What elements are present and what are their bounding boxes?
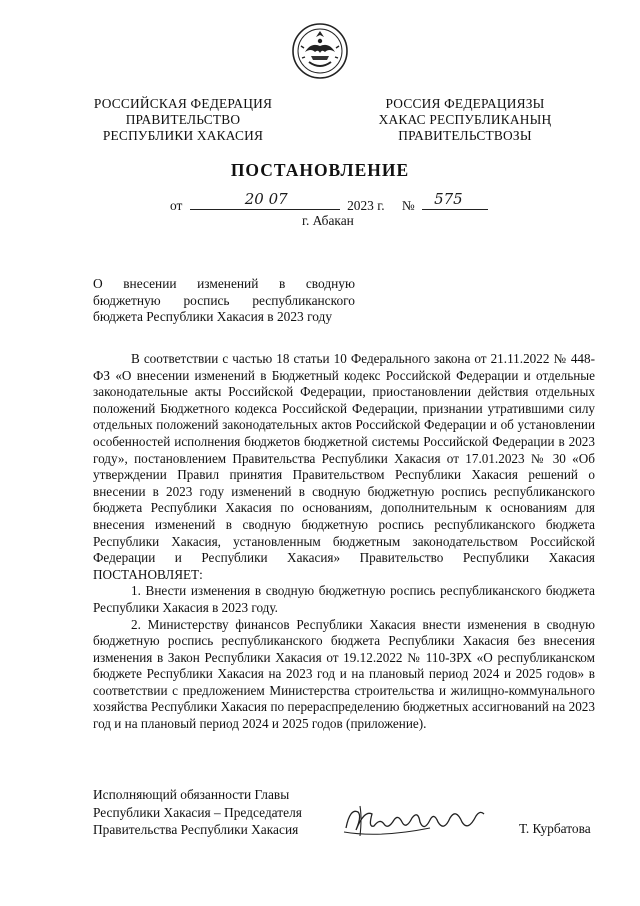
header-right-line-3: ПРАВИТЕЛЬСТВОЗЫ	[398, 128, 532, 143]
header-left	[88, 96, 278, 144]
header-right	[360, 96, 570, 144]
header-left-line-3: РЕСПУБЛИКИ ХАКАСИЯ	[102, 128, 264, 143]
date-prefix: от	[170, 198, 183, 213]
date-field	[190, 190, 340, 210]
header-left-line-2: ПРАВИТЕЛЬСТВО	[125, 112, 241, 127]
number-prefix: №	[401, 198, 415, 213]
header-left-line-1: РОССИЙСКАЯ ФЕДЕРАЦИЯ	[93, 96, 273, 111]
city: г. Абакан	[302, 213, 354, 228]
document-body	[93, 351, 595, 733]
preamble-paragraph: В соответствии с частью 18 статьи 10 Федерального закона от 21.11.2022 № 448-ФЗ «О внесении изменений в Бюджетный кодекс Российской Федерации и отдельные законодательные акты Российской Федерации, приостановлении действия отдельных положений Бюджетного кодекса Российской Федерации, признании утратившими силу отдельных положений законодательных актов Российской Федерации и об установлении особенностей исполнения бюджетов бюджетной системы Российской Федерации в 2023 году», постановлением Правительства Республики Хакасия от 17.01.2023 № 30 «Об утверждении Правил принятия Правительством Республики Хакасия решений о внесении в 2023 году изменений в сводную бюджетную роспись республиканского бюджета Республики Хакасия по основаниям, дополнительным к основаниям для внесения изменений в сводную бюджетную роспись республиканского бюджета Республики Хакасия, установленным бюджетным законодательством Российской Федерации и Республики Хакасия» Правительство Республики Хакасия ПОСТАНОВЛЯЕТ:	[93, 351, 595, 582]
signatory-position-line-2: Республики Хакасия – Председателя	[93, 804, 302, 820]
coat-of-arms-icon	[291, 22, 349, 80]
signatory-name: Т. Курбатова	[519, 821, 591, 836]
signatory-position-line-3: Правительства Республики Хакасия	[93, 822, 299, 837]
signatory-position-line-1: Исполняющий обязанности Главы	[93, 787, 290, 802]
item-1-paragraph: 1. Внести изменения в сводную бюджетную роспись республиканского бюджета Республики Хакасия в 2023 году.	[93, 583, 595, 615]
signatory-position	[93, 786, 302, 839]
date-year: 2023 г.	[347, 198, 385, 213]
date-line	[170, 190, 488, 214]
item-2-paragraph: 2. Министерству финансов Республики Хакасия внести изменения в сводную бюджетную роспись республиканского бюджета Республики Хакасия без внесения изменения в Закон Республики Хакасия от 19.12.2022 № 110-ЗРХ «О республиканском бюджете Республики Хакасия на 2023 год и на плановый период 2024 и 2025 годов» в соответствии с предложением Министерства строительства и жилищно-коммунального хозяйства Республики Хакасия по перераспределению бюджетных ассигнований на 2023 год и на плановый период 2024 и 2025 годов (приложение).	[93, 616, 595, 732]
document-subject: О внесении изменений в сводную бюджетную роспись республиканского бюджета Республики Хакасия в 2023 году	[93, 276, 355, 324]
header-right-line-2: ХАКАС РЕСПУБЛИКАНЫҢ	[378, 112, 552, 127]
handwritten-number: 575	[434, 190, 463, 208]
document-title: ПОСТАНОВЛЕНИЕ	[230, 160, 410, 180]
handwritten-signature	[340, 798, 490, 842]
handwritten-date: 20 07	[244, 190, 288, 208]
header-right-line-1: РОССИЯ ФЕДЕРАЦИЯЗЫ	[385, 96, 545, 111]
number-field	[422, 190, 488, 210]
